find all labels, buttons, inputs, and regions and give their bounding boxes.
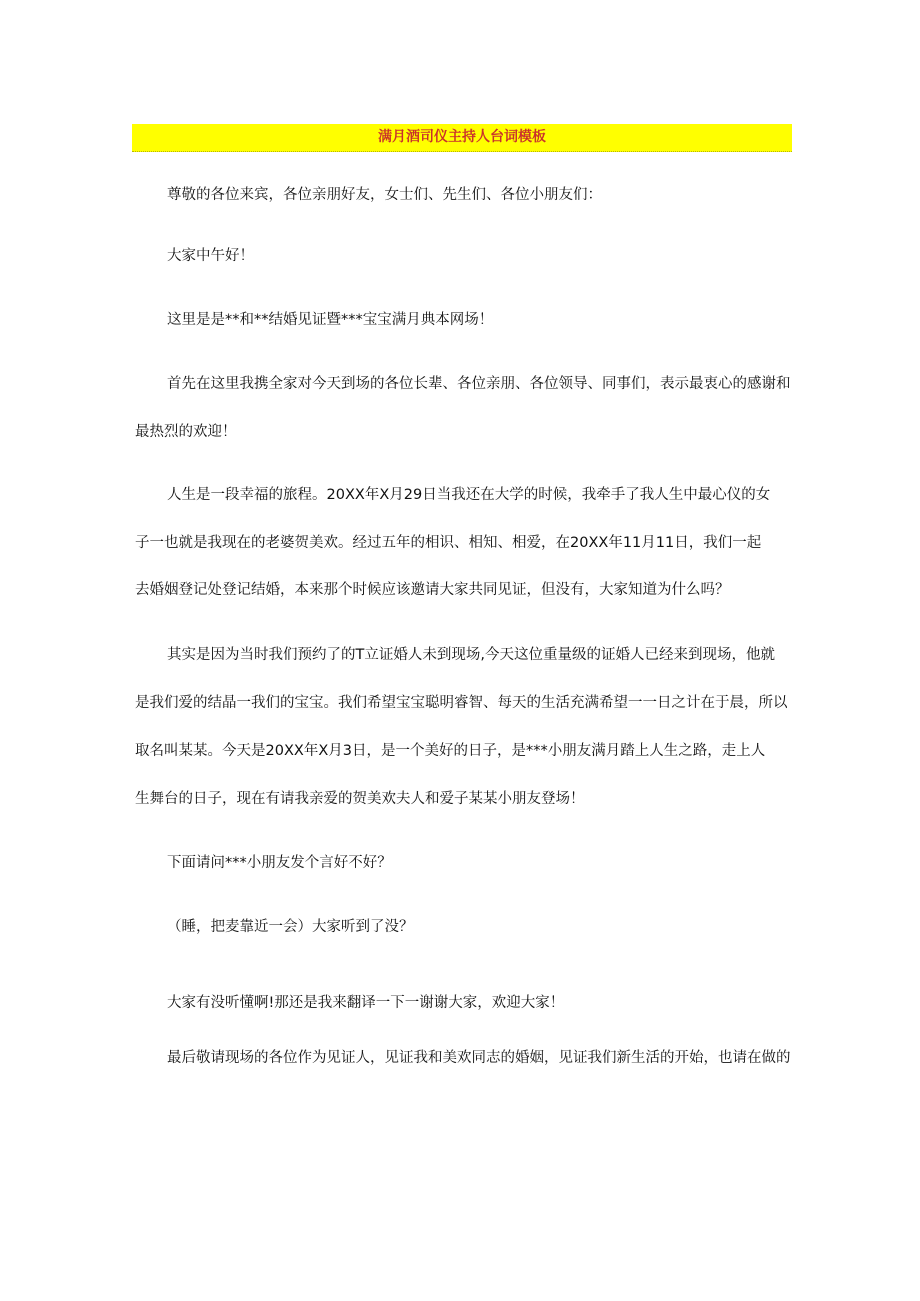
text-line: 大家有没听懂啊!那还是我来翻译一下一谢谢大家，欢迎大家！: [167, 995, 565, 1011]
text-line: 尊敬的各位来宾，各位亲朋好友，女士们、先生们、各位小朋友们：: [167, 187, 602, 203]
text-line: 这里是是**和**结婚见证暨***宝宝满月典本网场！: [167, 312, 494, 328]
title-band: [132, 124, 792, 152]
document-title: 满月酒司仪主持人台词模板: [378, 129, 546, 145]
text-line: （睡，把麦靠近一会）大家听到了没？: [167, 919, 414, 935]
text-line: 下面请问***小朋友发个言好不好？: [167, 855, 392, 871]
text-line: 最热烈的欢迎！: [135, 424, 237, 440]
text-line: 生舞台的日子，现在有请我亲爱的贺美欢夫人和爱子某某小朋友登场！: [135, 791, 585, 807]
text-line: 最后敬请现场的各位作为见证人，见证我和美欢同志的婚姻，见证我们新生活的开始，也请在做的: [167, 1050, 791, 1066]
text-line: 大家中午好！: [167, 248, 254, 264]
text-line: 其实是因为当时我们预约了的T立证婚人未到现场,今天这位重量级的证婚人已经来到现场，他就: [167, 647, 775, 663]
text-line: 首先在这里我携全家对今天到场的各位长辈、各位亲朋、各位领导、同事们，表示最衷心的感谢和: [167, 376, 791, 392]
text-line: 人生是一段幸福的旅程。20XX年X月29日当我还在大学的时候，我牵手了我人生中最心仪的女: [167, 487, 771, 503]
text-line: 取名叫某某。今天是20XX年X月3日，是一个美好的日子，是***小朋友满月踏上人生之路，走上人: [135, 743, 766, 759]
text-line: 是我们爱的结晶一我们的宝宝。我们希望宝宝聪明睿智、每天的生活充满希望一一日之计在于晨，所以: [135, 695, 788, 711]
text-line: 子一也就是我现在的老婆贺美欢。经过五年的相识、相知、相爱，在20XX年11月11日，我们一起: [135, 535, 762, 551]
text-line: 去婚姻登记处登记结婚，本来那个时候应该邀请大家共同见证，但没有，大家知道为什么吗？: [135, 582, 730, 598]
